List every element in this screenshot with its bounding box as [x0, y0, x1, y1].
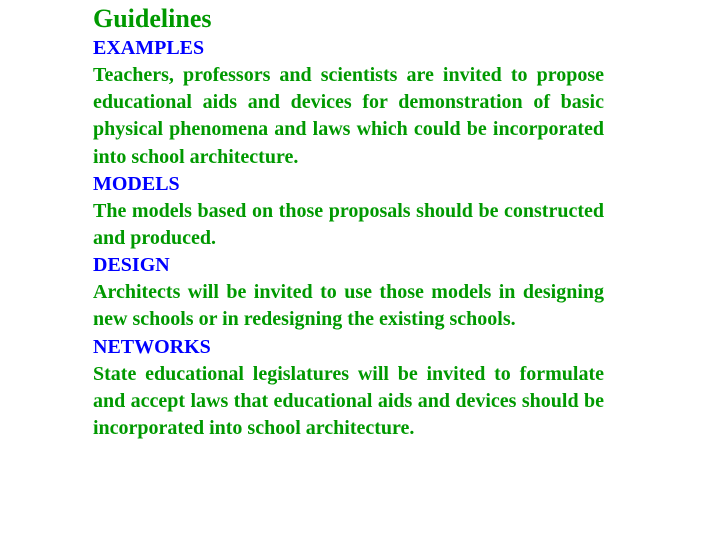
- section-heading: EXAMPLES: [93, 37, 205, 59]
- section-text: Teachers, professors and scientists are invited to propose educational aids and devices for demonstration of basic physical phenomena and laws which could be incorporated into school architecture.: [93, 64, 604, 168]
- section-examples: [93, 35, 604, 171]
- section-heading: MODELS: [93, 172, 180, 195]
- section-text: The models based on those proposals should be constructed and produced.: [93, 199, 604, 250]
- section-models: [93, 171, 604, 252]
- section-text: Architects will be invited to use those models in designing new schools or in redesigning the existing schools.: [93, 281, 604, 331]
- section-design: [93, 252, 604, 333]
- slide-title: Guidelines: [93, 4, 212, 33]
- section-heading: NETWORKS: [93, 335, 211, 358]
- slide-content: [93, 35, 604, 442]
- section-heading: DESIGN: [93, 254, 170, 277]
- section-networks: [93, 334, 604, 443]
- section-text: State educational legislatures will be invited to formulate and accept laws that educational aids and devices should be incorporated into school architecture.: [93, 362, 604, 440]
